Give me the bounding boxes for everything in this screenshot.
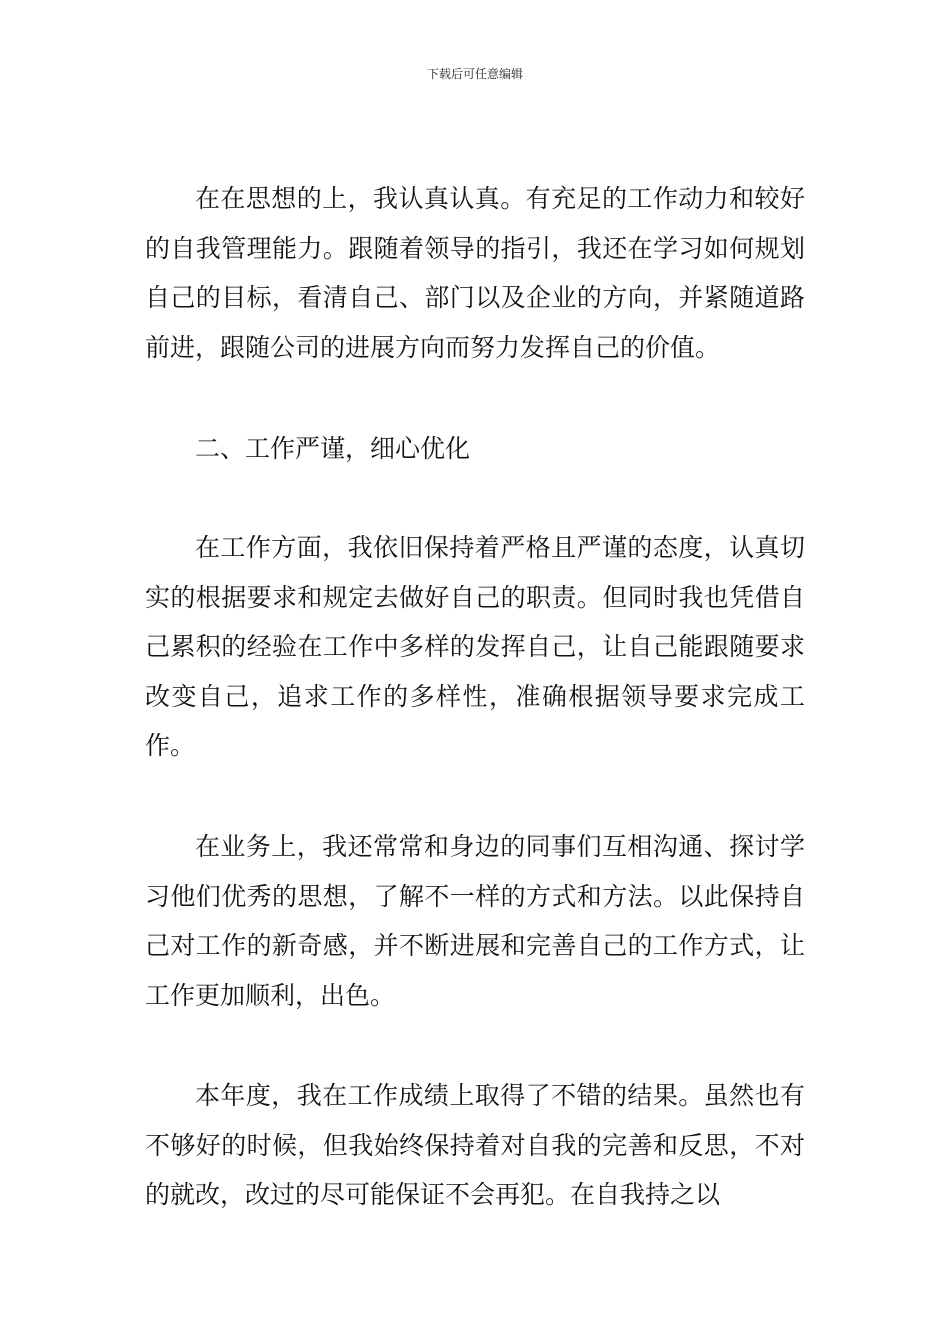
- paragraph-text: 在在思想的上，我认真认真。有充足的工作动力和较好的自我管理能力。跟随着领导的指引，我还在学习如何规划自己的目标，看清自己、部门以及企业的方向，并紧随道路前进，跟随公司的进展方向而努力发挥自己的价值。: [145, 184, 805, 362]
- paragraph-thinking: [145, 174, 805, 372]
- paragraph-text: 在工作方面，我依旧保持着严格且严谨的态度，认真切实的根据要求和规定去做好自己的职责。但同时我也凭借自己累积的经验在工作中多样的发挥自己，让自己能跟随要求改变自己，追求工作的多样性，准确根据领导要求完成工作。: [145, 533, 805, 761]
- page-header-note: 下载后可任意编辑: [426, 67, 523, 81]
- section-heading: [145, 424, 805, 474]
- paragraph-annual-results: [145, 1071, 805, 1220]
- paragraph-business: [145, 822, 805, 1020]
- paragraph-work-attitude: [145, 523, 805, 771]
- paragraph-text: 本年度，我在工作成绩上取得了不错的结果。虽然也有不够好的时候，但我始终保持着对自我的完善和反思，不对的就改，改过的尽可能保证不会再犯。在自我持之以: [145, 1081, 805, 1210]
- paragraph-text: 在业务上，我还常常和身边的同事们互相沟通、探讨学习他们优秀的思想，了解不一样的方式和方法。以此保持自己对工作的新奇感，并不断进展和完善自己的工作方式，让工作更加顺利，出色。: [145, 832, 805, 1010]
- section-heading-text: 二、工作严谨，细心优化: [195, 434, 471, 463]
